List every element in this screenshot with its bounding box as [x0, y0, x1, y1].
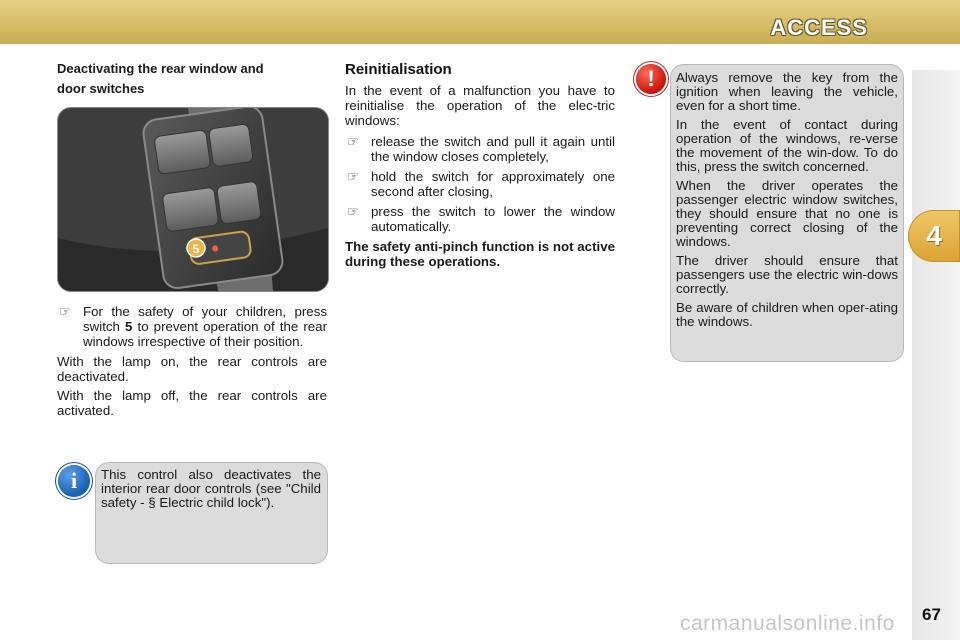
pointing-hand-icon: ☞: [347, 169, 359, 184]
child-safety-text: [83, 304, 327, 349]
chapter-tab[interactable]: 4: [908, 210, 960, 262]
warning-paragraph: When the driver operates the passenger electric window switches, they should ensure that no one is preventing correct closing of the windows.: [676, 178, 898, 249]
warning-paragraph: In the event of contact during operation of the windows, re-verse the movement of the win-dow. To do this, press the switch concerned.: [676, 117, 898, 174]
pointing-hand-icon: ☞: [347, 134, 359, 149]
warning-text: [676, 71, 898, 334]
pointing-hand-icon: ☞: [59, 304, 71, 319]
warning-paragraph: Always remove the key from the ignition when leaving the vehicle, even for a short time.: [676, 70, 898, 113]
anti-pinch-note: The safety anti-pinch function is not active during these operations.: [345, 239, 615, 269]
page-title: ACCESS: [770, 15, 868, 40]
side-strip: [912, 70, 960, 640]
lamp-off-paragraph: With the lamp off, the rear controls are activated.: [57, 388, 327, 418]
reinit-step-2-text: hold the switch for approximately one second after closing,: [371, 169, 615, 199]
pointing-hand-icon: ☞: [347, 204, 359, 219]
warning-paragraph: Be aware of children when oper-ating the windows.: [676, 300, 898, 329]
reinit-step-3-text: press the switch to lower the window automatically.: [371, 204, 615, 234]
door-switch-illustration: [58, 108, 328, 291]
reinit-step-3: [345, 204, 615, 234]
reinitialisation-heading: Reinitialisation: [345, 61, 452, 78]
lamp-on-paragraph: With the lamp on, the rear controls are deactivated.: [57, 354, 327, 384]
page-number: 67: [922, 605, 941, 624]
warning-icon: !: [636, 64, 666, 94]
reinit-step-2: [345, 169, 615, 199]
child-safety-text-part1: For the safety of your children, press switch: [83, 304, 327, 334]
child-safety-text-part2: to prevent operation of the rear windows irrespective of their position.: [83, 319, 328, 349]
reinitialisation-intro: In the event of a malfunction you have to reinitialise the operation of the elec-tric windows:: [345, 83, 615, 128]
reinit-step-1: [345, 134, 615, 164]
callout-5-label: 5: [192, 242, 200, 256]
child-safety-bullet: [57, 304, 327, 349]
section-heading-line1: Deactivating the rear window and: [57, 61, 264, 76]
info-text: This control also deactivates the interior rear door controls (see "Child safety - § Electric child lock").: [101, 467, 321, 510]
info-icon: i: [58, 465, 90, 497]
watermark: carmanualsonline.info: [680, 612, 895, 635]
reinitialisation-section: [345, 62, 615, 275]
reinit-step-1-text: release the switch and pull it again until the window closes completely,: [371, 134, 615, 164]
left-column-text: [57, 304, 327, 422]
section-heading-line2: door switches: [57, 81, 145, 96]
warning-paragraph: The driver should ensure that passengers use the electric win-dows correctly.: [676, 253, 898, 296]
door-switch-photo: [57, 107, 329, 292]
switch-number: 5: [125, 319, 133, 334]
left-column-heading: [57, 62, 327, 102]
